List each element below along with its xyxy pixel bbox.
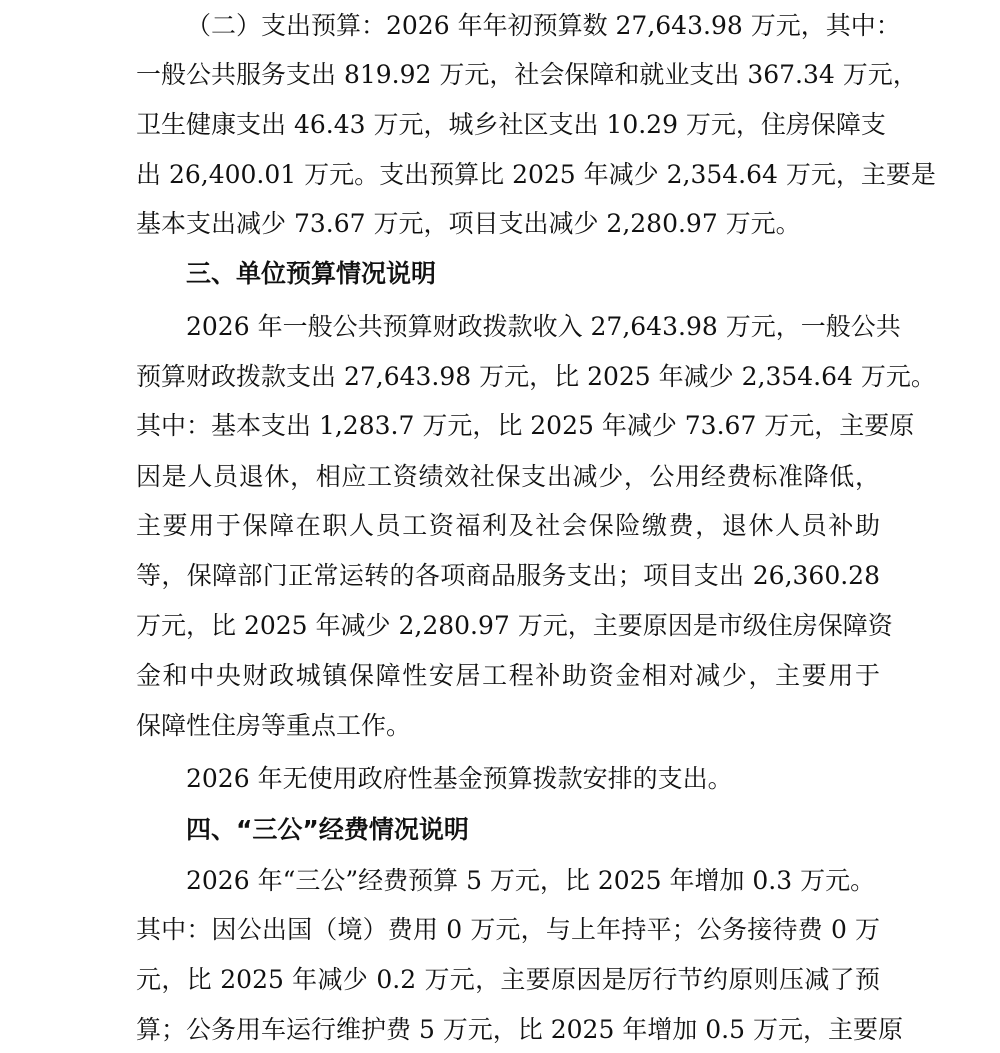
paragraph-line: 2026 年无使用政府性基金预算拨款安排的支出。 (186, 764, 733, 793)
paragraph-line: 因是人员退休，相应工资绩效社保支出减少，公用经费标准降低， (136, 462, 880, 491)
paragraph-line: 其中：因公出国（境）费用 0 万元，与上年持平；公务接待费 0 万 (136, 915, 880, 944)
paragraph-line: 出 26,400.01 万元。支出预算比 2025 年减少 2,354.64 万元，主要是 (136, 160, 936, 189)
paragraph-line: 其中：基本支出 1,283.7 万元，比 2025 年减少 73.67 万元，主要原 (136, 411, 915, 440)
section-3-heading: 三、单位预算情况说明 (186, 259, 437, 288)
section-4-heading: 四、“三公”经费情况说明 (186, 815, 469, 844)
paragraph-line: 算；公务用车运行维护费 5 万元，比 2025 年增加 0.5 万元，主要原 (136, 1015, 903, 1044)
section-2-2-title-line: （二）支出预算：2026 年年初预算数 27,643.98 万元，其中： (186, 11, 901, 40)
paragraph-line: 2026 年一般公共预算财政拨款收入 27,643.98 万元，一般公共 (186, 312, 901, 341)
paragraph-line: 万元，比 2025 年减少 2,280.97 万元，主要原因是市级住房保障资 (136, 611, 893, 640)
paragraph-line: 2026 年“三公”经费预算 5 万元，比 2025 年增加 0.3 万元。 (186, 866, 876, 895)
paragraph-line: 元，比 2025 年减少 0.2 万元，主要原因是厉行节约原则压减了预 (136, 965, 880, 994)
paragraph-line: 等，保障部门正常运转的各项商品服务支出；项目支出 26,360.28 (136, 561, 880, 590)
paragraph-line: 卫生健康支出 46.43 万元，城乡社区支出 10.29 万元，住房保障支 (136, 110, 886, 139)
paragraph-line: 保障性住房等重点工作。 (136, 711, 412, 740)
paragraph-line: 基本支出减少 73.67 万元，项目支出减少 2,280.97 万元。 (136, 209, 801, 238)
paragraph-line: 一般公共服务支出 819.92 万元，社会保障和就业支出 367.34 万元， (136, 60, 918, 89)
paragraph-line: 主要用于保障在职人员工资福利及社会保险缴费，退休人员补助 (136, 511, 880, 540)
paragraph-line: 金和中央财政城镇保障性安居工程补助资金相对减少，主要用于 (136, 661, 880, 690)
paragraph-line: 预算财政拨款支出 27,643.98 万元，比 2025 年减少 2,354.64 万元。 (136, 362, 936, 391)
